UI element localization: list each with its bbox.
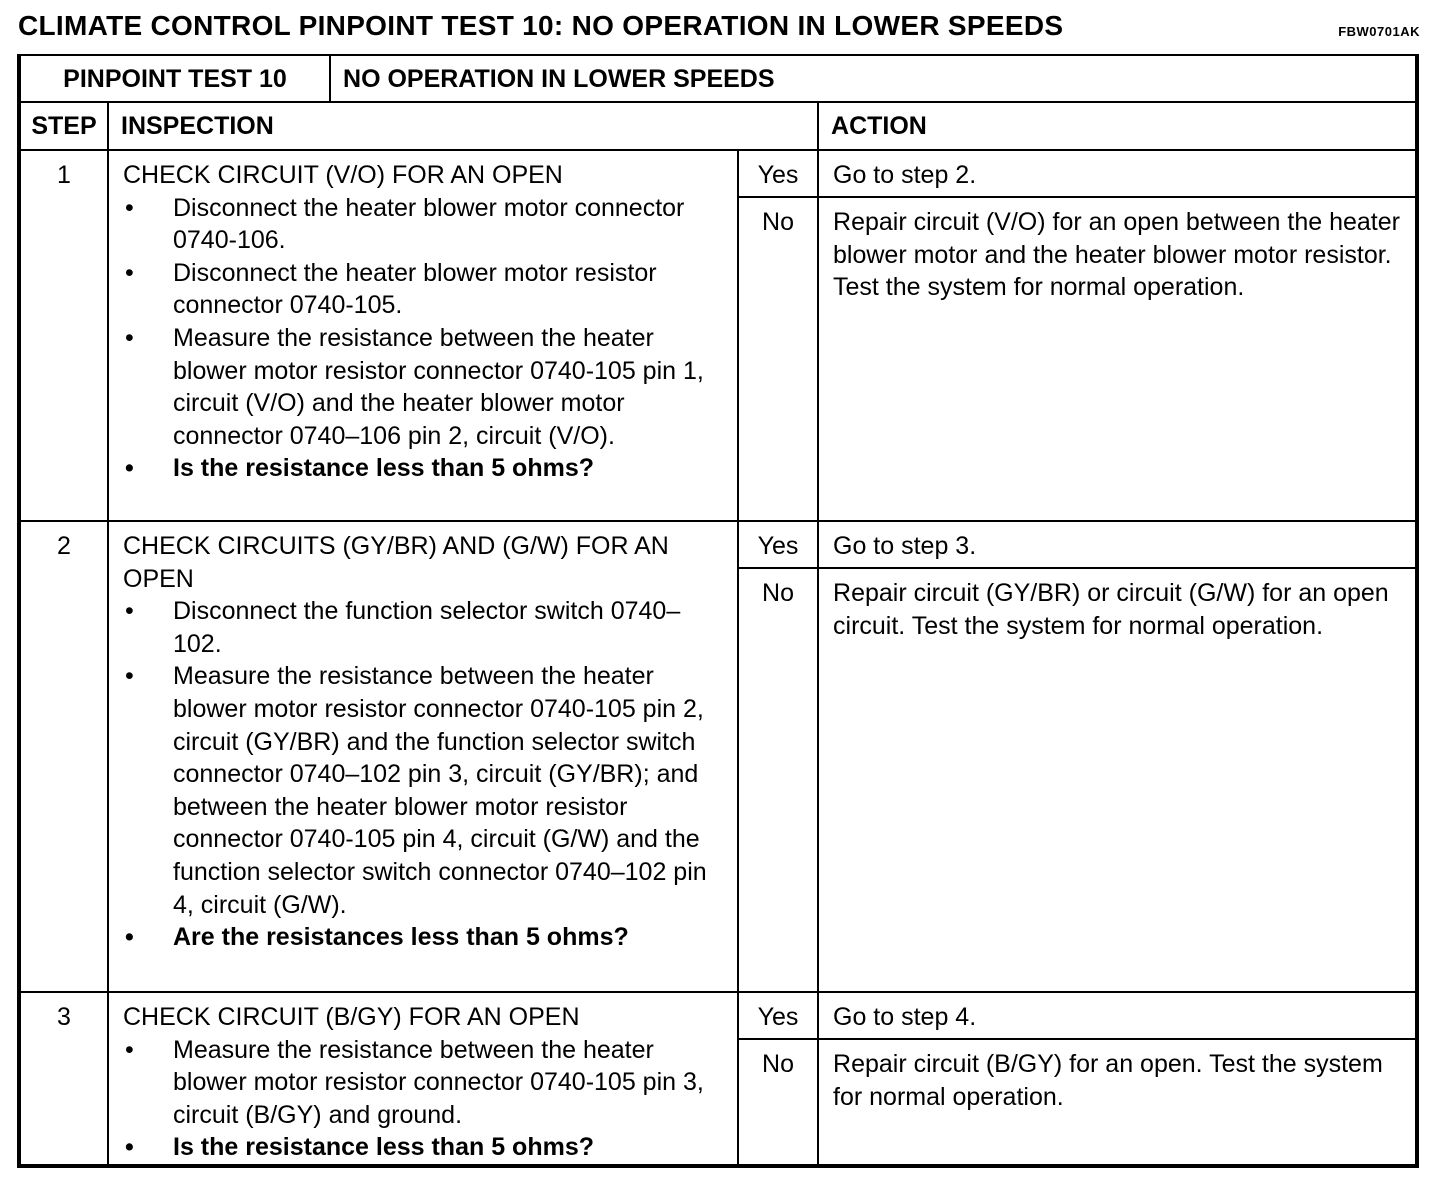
step-number: 2 xyxy=(20,521,108,992)
list-item: • Measure the resistance between the heater blower motor resistor connector 0740-105 pin 3, circuit (B/GY) and ground. xyxy=(123,1034,723,1132)
inspection-list xyxy=(123,1034,723,1164)
inspection-cell xyxy=(108,992,738,1165)
yes-label: Yes xyxy=(738,150,818,197)
test-header-row xyxy=(20,56,1416,102)
col-header-action: ACTION xyxy=(818,102,1416,150)
yes-label: Yes xyxy=(738,992,818,1039)
table-row xyxy=(20,521,1416,568)
no-label: No xyxy=(738,1039,818,1165)
inspection-question: • Is the resistance less than 5 ohms? xyxy=(123,452,723,485)
no-action: Repair circuit (B/GY) for an open. Test the system for normal operation. xyxy=(818,1039,1416,1165)
page-title: CLIMATE CONTROL PINPOINT TEST 10: NO OPERATION IN LOWER SPEEDS xyxy=(18,10,1064,41)
inspection-cell xyxy=(108,521,738,992)
test-name: NO OPERATION IN LOWER SPEEDS xyxy=(330,56,1416,102)
col-header-step: STEP xyxy=(20,102,108,150)
inspection-list xyxy=(123,595,723,954)
inspection-cell xyxy=(108,150,738,521)
table-row xyxy=(20,150,1416,197)
no-action: Repair circuit (GY/BR) or circuit (G/W) for an open circuit. Test the system for normal operation. xyxy=(818,568,1416,992)
list-item: • Measure the resistance between the heater blower motor resistor connector 0740-105 pin 1, circuit (V/O) and the heater blower motor connector 0740–106 pin 2, circuit (V/O). xyxy=(123,322,723,452)
list-item: • Disconnect the heater blower motor connector 0740-106. xyxy=(123,192,723,257)
step-number: 1 xyxy=(20,150,108,521)
step-number: 3 xyxy=(20,992,108,1165)
list-item: • Disconnect the heater blower motor resistor connector 0740-105. xyxy=(123,257,723,322)
column-header-row xyxy=(20,102,1416,150)
pinpoint-test-table xyxy=(17,54,1419,1168)
yes-action: Go to step 4. xyxy=(818,992,1416,1039)
test-label: PINPOINT TEST 10 xyxy=(20,56,330,102)
table-row xyxy=(20,992,1416,1039)
list-item: • Disconnect the function selector switch 0740–102. xyxy=(123,595,723,660)
no-label: No xyxy=(738,197,818,521)
no-action: Repair circuit (V/O) for an open between the heater blower motor and the heater blower motor resistor. Test the system for normal operation. xyxy=(818,197,1416,521)
figure-code: FBW0701AK xyxy=(1338,24,1420,39)
list-item: • Measure the resistance between the heater blower motor resistor connector 0740-105 pin 2, circuit (GY/BR) and the function selector switch connector 0740–102 pin 3, circuit (GY/BR); and between the heater blower motor resistor connector 0740-105 pin 4, circuit (G/W) and the function selector switch connector 0740–102 pin 4, circuit (G/W). xyxy=(123,660,723,921)
yes-action: Go to step 3. xyxy=(818,521,1416,568)
col-header-inspection: INSPECTION xyxy=(108,102,818,150)
inspection-question: • Are the resistances less than 5 ohms? xyxy=(123,921,723,954)
no-label: No xyxy=(738,568,818,992)
step-heading: CHECK CIRCUIT (V/O) FOR AN OPEN xyxy=(123,161,563,189)
step-heading: CHECK CIRCUIT (B/GY) FOR AN OPEN xyxy=(123,1003,580,1031)
outer-table xyxy=(19,56,1417,1166)
inspection-list xyxy=(123,192,723,485)
inspection-question: • Is the resistance less than 5 ohms? xyxy=(123,1131,723,1164)
yes-label: Yes xyxy=(738,521,818,568)
step-heading: CHECK CIRCUITS (GY/BR) AND (G/W) FOR AN OPEN xyxy=(123,532,669,593)
yes-action: Go to step 2. xyxy=(818,150,1416,197)
